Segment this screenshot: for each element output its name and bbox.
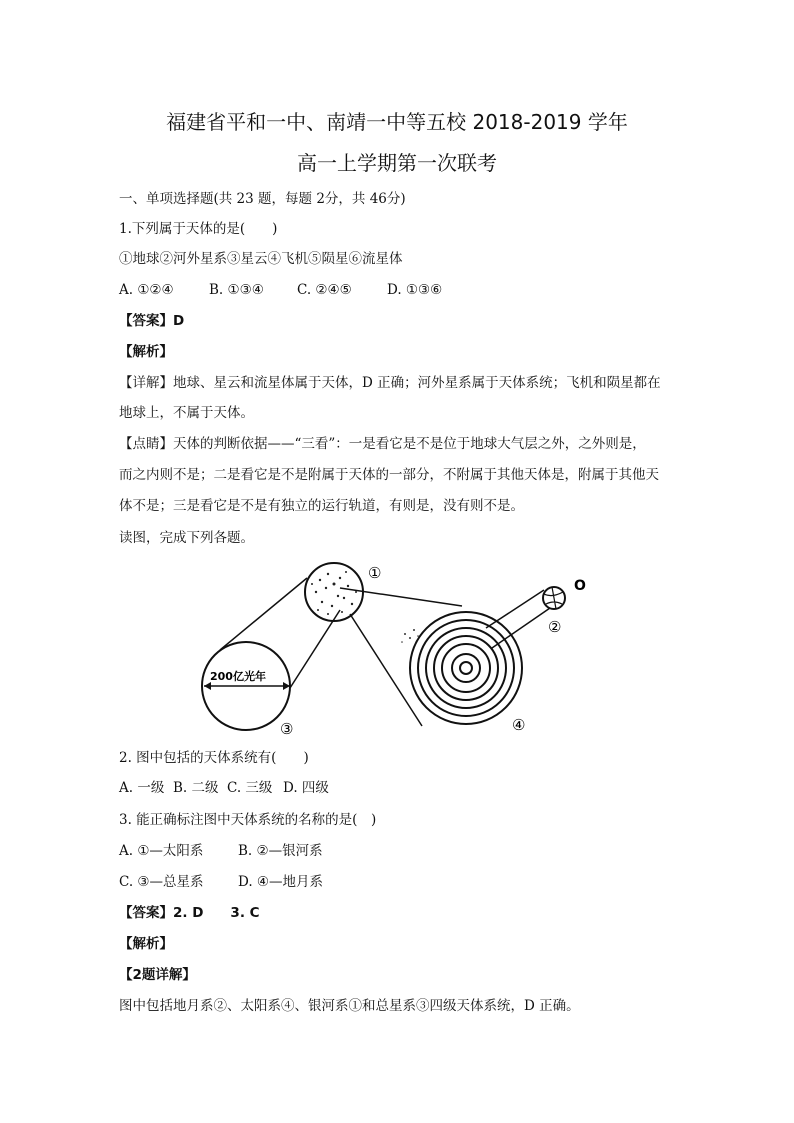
q1-option-b: B. ①③④	[209, 282, 264, 298]
q1-option-a: A. ①②④	[119, 282, 174, 298]
q1-tip-line3: 体不是；三是看它是不是有独立的运行轨道，有则是，没有则不是。	[119, 498, 524, 514]
distance-arrow-left	[204, 682, 211, 690]
circle-1-stars	[311, 571, 357, 615]
q1-option-c: C. ②④⑤	[297, 282, 352, 298]
connector-4-2-b	[492, 608, 550, 648]
q1-items: ①地球②河外星系③星云④飞机⑤陨星⑥流星体	[119, 251, 403, 267]
q23-answer: 【答案】2. D 3. C	[119, 905, 260, 921]
connector-3-1-a	[220, 578, 307, 650]
q3-stem: 3. 能正确标注图中天体系统的名称的是( )	[119, 812, 377, 828]
q1-analysis-label: 【解析】	[119, 344, 173, 360]
circle-1	[305, 563, 363, 621]
label-4: ④	[512, 716, 526, 734]
read-prompt: 读图，完成下列各题。	[119, 530, 254, 546]
q1-tip-line1: 【点睛】天体的判断依据——“三看”：一是看它是不是位于地球大气层之外，之外则是，	[119, 436, 646, 452]
q3-option-c: C. ③—总星系	[119, 874, 204, 890]
q2-detail-label: 【2题详解】	[119, 967, 196, 983]
q2-option-c: C. 三级	[227, 780, 273, 796]
document-title-line2: 高一上学期第一次联考	[297, 151, 497, 175]
q1-tip-line2: 而之内则不是；二是看它是不是附属于天体的一部分，不附属于其他天体是，附属于其他天	[119, 467, 659, 483]
q3-option-b: B. ②—银河系	[238, 843, 323, 859]
q1-options	[119, 280, 442, 300]
connector-4-2-a	[486, 590, 544, 628]
q1-answer: 【答案】D	[119, 313, 185, 329]
document-title-line1: 福建省平和一中、南靖一中等五校 2018-2019 学年	[166, 110, 628, 134]
q2-options	[119, 778, 329, 798]
circle-4	[410, 612, 522, 724]
label-1: ①	[368, 564, 382, 582]
q3-option-d: D. ④—地月系	[238, 874, 324, 890]
q2-stem: 2. 图中包括的天体系统有( )	[119, 750, 309, 766]
q2-option-b: B. 二级	[173, 780, 219, 796]
connector-1-4-a	[340, 588, 462, 606]
moon-label: O	[574, 578, 586, 594]
q3-options-row1	[119, 841, 323, 861]
q3-options-row2	[119, 872, 323, 892]
q1-detail-line1: 【详解】地球、星云和流星体属于天体，D 正确；河外星系属于天体系统；飞机和陨星都在	[119, 375, 661, 391]
q1-stem: 1.下列属于天体的是( )	[119, 221, 278, 237]
q1-detail-line2: 地球上，不属于天体。	[119, 405, 254, 421]
q2-option-a: A. 一级	[119, 780, 165, 796]
q23-analysis-label: 【解析】	[119, 936, 173, 952]
section-heading: 一、单项选择题(共 23 题，每题 2分，共 46分)	[119, 191, 406, 207]
q3-option-a: A. ①—太阳系	[119, 843, 204, 859]
q1-option-d: D. ①③⑥	[387, 282, 443, 298]
q2-detail: 图中包括地月系②、太阳系④、银河系①和总星系③四级天体系统，D 正确。	[119, 998, 580, 1014]
q2-option-d: D. 四级	[283, 780, 329, 796]
distance-label: 200亿光年	[210, 670, 266, 683]
connector-1-4-b	[350, 614, 422, 726]
label-2: ②	[548, 618, 562, 636]
label-3: ③	[280, 720, 294, 738]
celestial-systems-diagram	[200, 558, 600, 738]
